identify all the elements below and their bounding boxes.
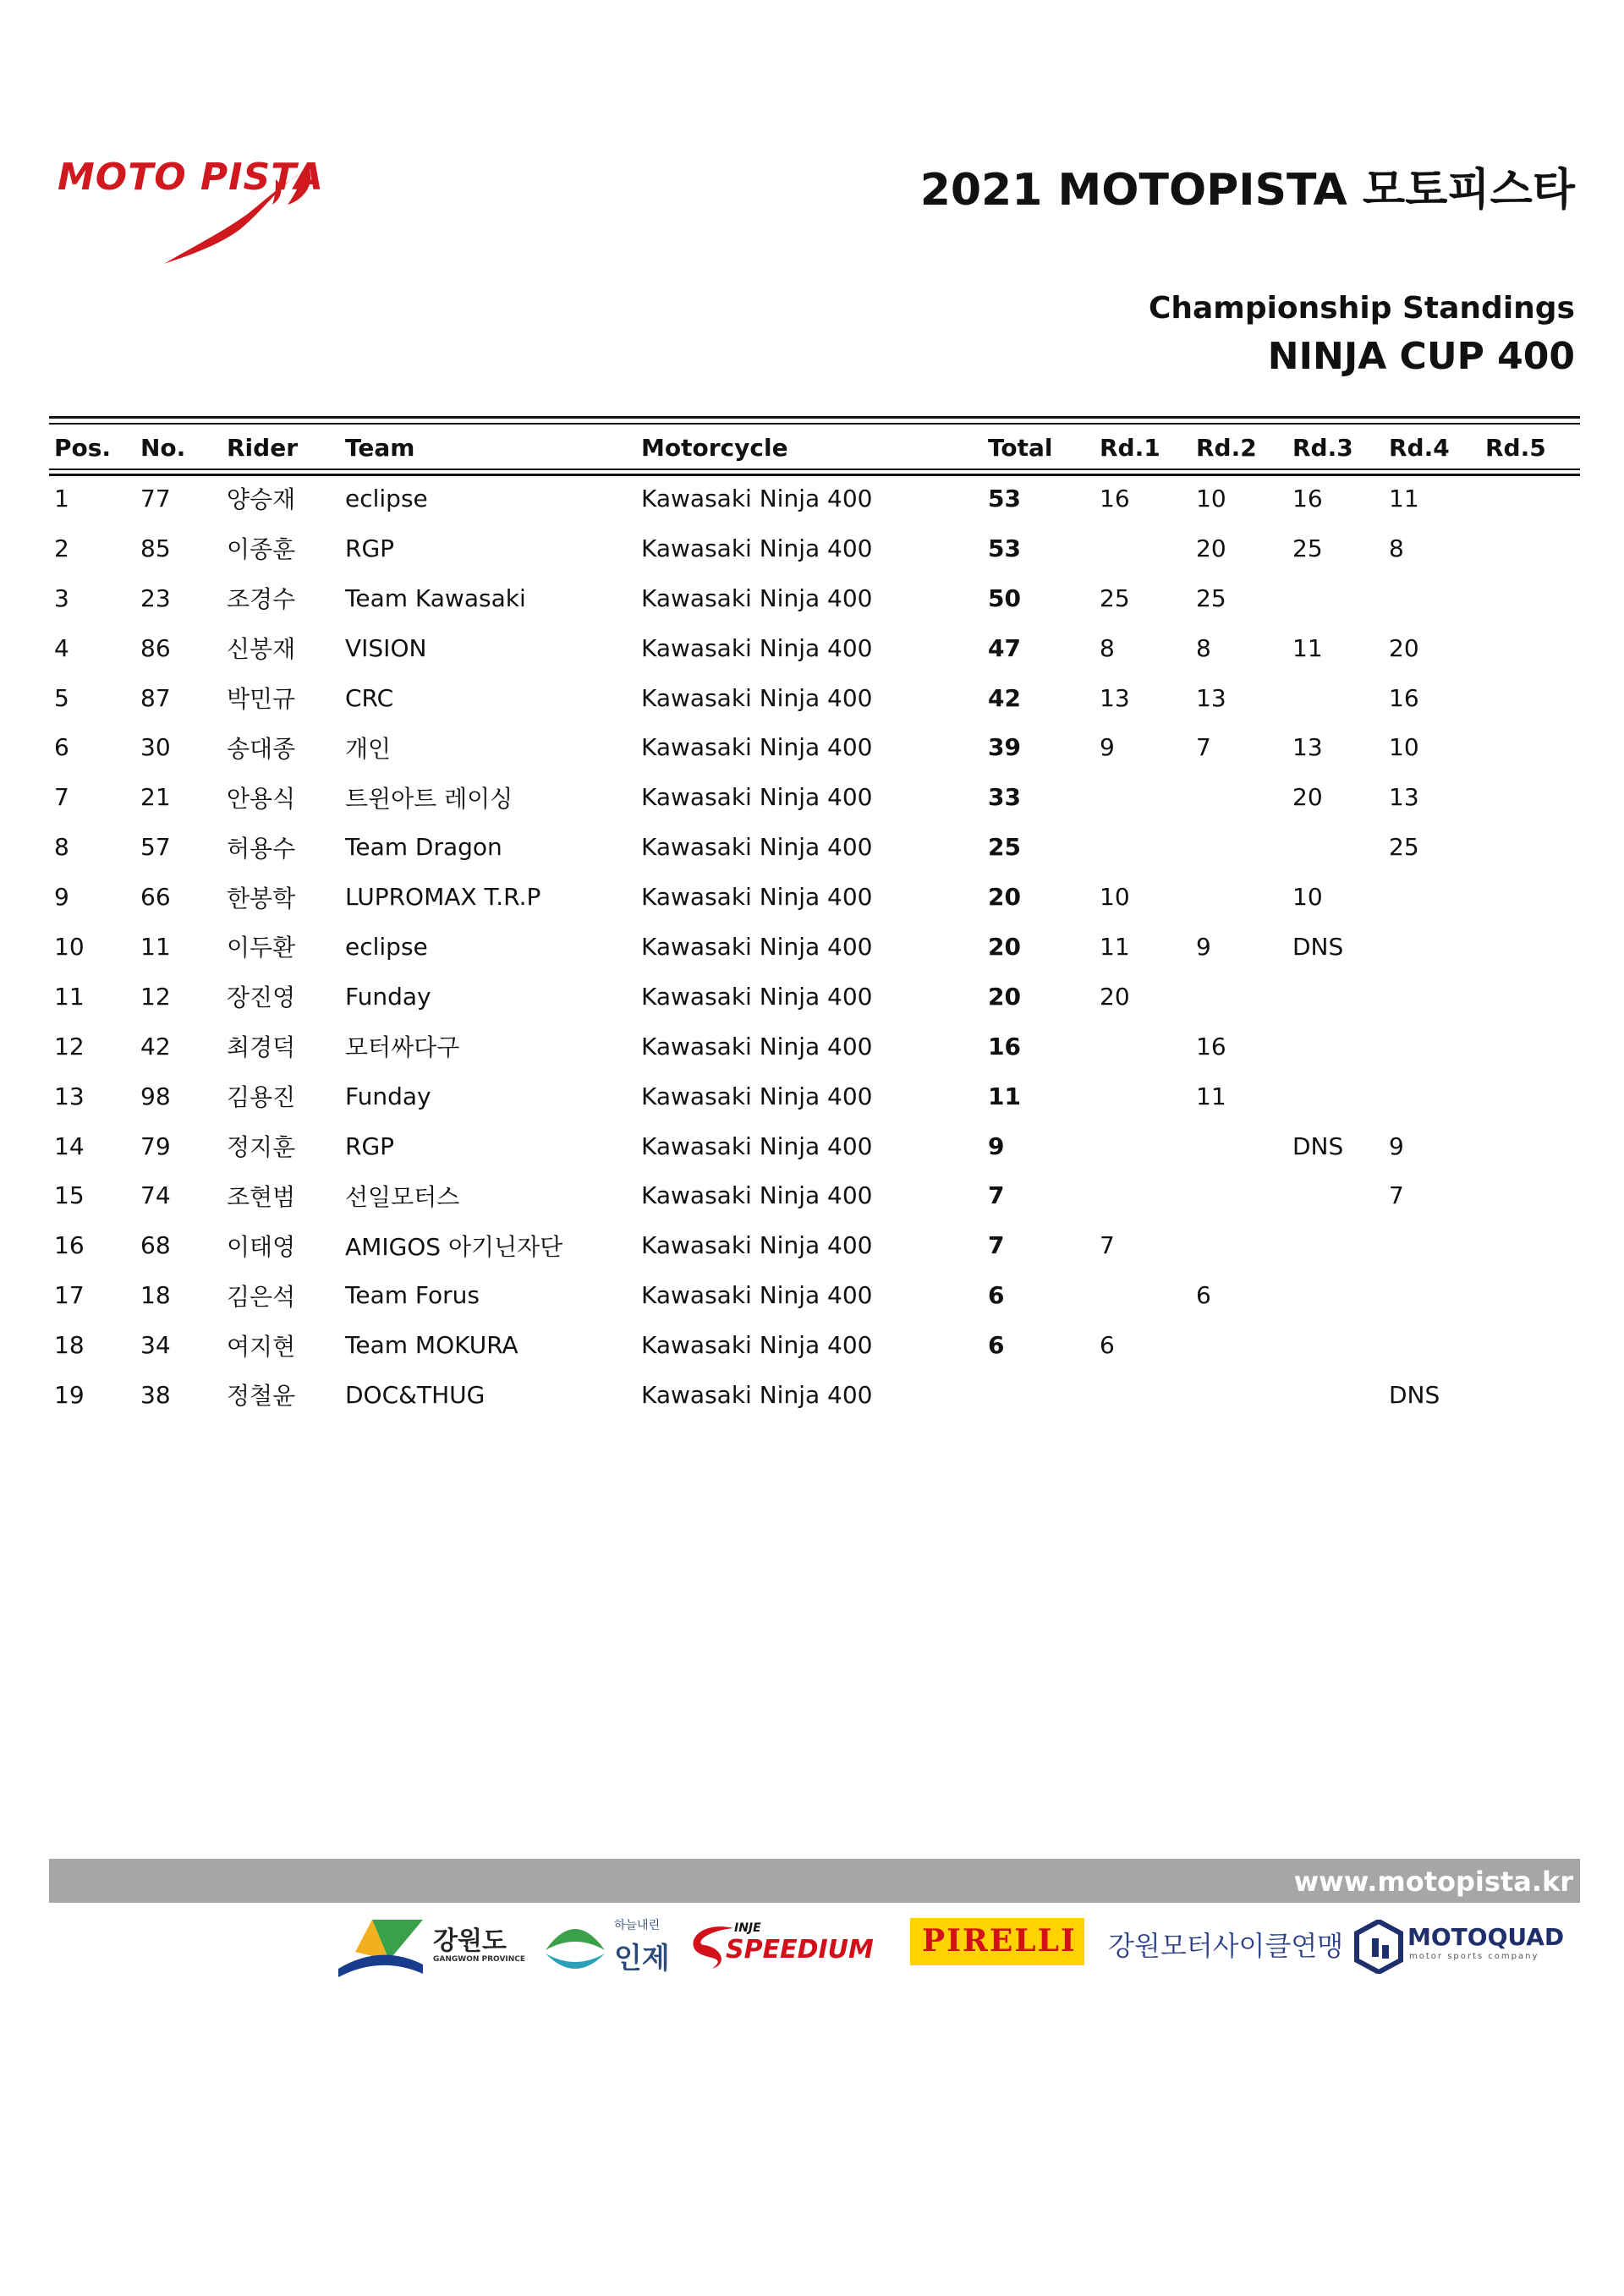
table-cell: Team Forus [345,1281,480,1310]
table-cell: 7 [54,783,69,812]
table-row [49,1320,1580,1370]
table-cell [1191,1220,1287,1270]
table-cell: Kawasaki Ninja 400 [641,1231,873,1260]
table-cell: 7 [1196,733,1211,762]
table-row [49,822,1580,872]
table-cell: 13 [1196,683,1226,712]
table-cell [1480,523,1580,573]
table-cell: 선일모터스 [345,1182,460,1211]
table-cell: 16 [54,1231,85,1260]
table-cell: 이태영 [227,1232,296,1261]
table-cell: 18 [54,1331,85,1360]
table-cell: 3 [54,584,69,612]
column-header: Rider [227,433,298,462]
table-cell: Kawasaki Ninja 400 [641,733,873,762]
motoquad-text: MOTOQUAD [1407,1923,1565,1951]
speedium-text: SPEEDIUM [726,1935,874,1964]
table-cell [1480,972,1580,1022]
table-cell: 13 [1292,733,1323,762]
table-cell [1095,1170,1191,1220]
column-header: Pos. [54,433,112,462]
table-cell: 25 [1100,584,1130,612]
table-cell: 7 [988,1181,1005,1210]
table-cell: 20 [988,932,1021,961]
table-cell: 5 [54,683,69,712]
table-cell: 한봉학 [227,884,296,912]
table-cell: 9 [1389,1132,1404,1160]
table-cell: 20 [1100,982,1130,1011]
table-cell: 38 [140,1380,171,1409]
table-cell: 정지훈 [227,1133,296,1162]
table-cell: VISION [345,633,427,662]
table-cell: Kawasaki Ninja 400 [641,883,873,912]
table-cell [1384,1320,1480,1370]
table-cell: 10 [1100,883,1130,912]
column-header: Rd.4 [1389,433,1450,462]
table-cell: 85 [140,534,171,562]
column-header: Rd.1 [1100,433,1160,462]
table-cell: 47 [988,633,1021,662]
speedium-small-text: INJE [734,1921,761,1935]
table-cell: 19 [54,1380,85,1409]
table-cell [1287,1220,1384,1270]
table-cell: CRC [345,683,394,712]
table-cell: 18 [140,1281,171,1310]
column-header: Rd.3 [1292,433,1353,462]
table-cell: 86 [140,633,171,662]
table-cell: 53 [988,534,1021,562]
table-cell: Team MOKURA [345,1331,518,1360]
table-row [49,1270,1580,1320]
table-cell: 16 [1292,484,1323,512]
table-header-row [49,421,1580,474]
table-cell: 53 [988,484,1021,512]
table-cell [1095,1370,1191,1420]
table-cell: 17 [54,1281,85,1310]
table-cell [1287,1022,1384,1071]
table-cell: 최경덕 [227,1033,296,1062]
table-cell: 14 [54,1132,85,1160]
motopista-logo [54,149,324,267]
table-cell: DNS [1389,1380,1440,1409]
table-cell: 12 [54,1032,85,1060]
table-row [49,573,1580,623]
logo-text: MOTO PISTA [58,156,324,199]
table-cell: 6 [988,1331,1005,1360]
table-cell [1384,972,1480,1022]
table-cell: 25 [988,833,1021,862]
column-header: Team [345,433,415,462]
table-cell: 2 [54,534,69,562]
table-cell: 39 [988,733,1021,762]
table-cell: Kawasaki Ninja 400 [641,932,873,961]
table-cell: Kawasaki Ninja 400 [641,683,873,712]
table-cell: Team Dragon [345,833,502,862]
sponsor-logos [338,1913,1573,1981]
table-cell [1095,523,1191,573]
table-cell: 13 [1389,783,1419,812]
gangwon-logo [338,1913,526,1981]
table-cell: DNS [1292,932,1344,961]
table-cell [1287,1370,1384,1420]
table-cell [1384,1071,1480,1121]
table-cell: 10 [54,932,85,961]
table-cell: 7 [1389,1181,1404,1210]
table-cell: 송대종 [227,734,296,763]
table-body [49,474,1580,1420]
table-cell [1480,722,1580,772]
table-cell [1480,474,1580,523]
table-cell: 11 [140,932,171,961]
table-cell: Kawasaki Ninja 400 [641,982,873,1011]
table-cell: Kawasaki Ninja 400 [641,1082,873,1110]
table-row [49,1071,1580,1121]
table-cell: 15 [54,1181,85,1210]
gangwon-emblem-icon [338,1918,431,1977]
table-cell: LUPROMAX T.R.P [345,883,541,912]
motoquad-sub-text: motor sports company [1409,1952,1539,1961]
inje-small-text: 하늘내린 [614,1919,661,1932]
table-cell: AMIGOS 아기닌자단 [345,1232,563,1261]
column-header: No. [140,433,186,462]
table-cell: 57 [140,833,171,862]
table-row [49,673,1580,723]
table-cell: 16 [988,1032,1021,1060]
table-cell [1480,1270,1580,1320]
speedium-logo [687,1913,890,1981]
table-cell: 조현범 [227,1182,296,1211]
standings-table [49,421,1580,1420]
table-cell [1191,872,1287,922]
inje-emblem-icon [541,1916,609,1975]
table-cell: 42 [140,1032,171,1060]
table-cell [1384,1022,1480,1071]
table-cell: 33 [988,783,1021,812]
table-cell [1384,1220,1480,1270]
table-cell [1384,872,1480,922]
table-cell: Kawasaki Ninja 400 [641,1032,873,1060]
table-cell: 개인 [345,734,392,763]
table-cell: 34 [140,1331,171,1360]
table-cell: eclipse [345,484,428,512]
cup-title: NINJA CUP 400 [1267,335,1575,378]
table-cell: 20 [988,883,1021,912]
header-rule-top [49,416,1580,419]
table-cell: Kawasaki Ninja 400 [641,1380,873,1409]
table-cell: 10 [1389,733,1419,762]
table-cell: 12 [140,982,171,1011]
table-cell: 30 [140,733,171,762]
federation-text: 강원모터사이클연맹 [1108,1930,1344,1962]
table-cell: DOC&THUG [345,1380,486,1409]
table-cell: 79 [140,1132,171,1160]
table-cell: 8 [1389,534,1404,562]
table-cell [1480,623,1580,673]
table-cell: 11 [1100,932,1130,961]
table-cell: 이두환 [227,934,296,962]
table-cell: 8 [1196,633,1211,662]
table-cell: 50 [988,584,1021,612]
table-cell: Team Kawasaki [345,584,526,612]
table-cell: Funday [345,982,431,1011]
standings-subtitle: Championship Standings [1148,291,1575,326]
table-cell [1480,772,1580,822]
table-cell: 42 [988,683,1021,712]
table-cell: 20 [988,982,1021,1011]
table-cell [1191,1170,1287,1220]
table-cell [1095,1022,1191,1071]
table-row [49,872,1580,922]
table-cell [1384,922,1480,972]
table-cell: 20 [1292,783,1323,812]
table-cell: 11 [1196,1082,1226,1110]
table-cell [1095,822,1191,872]
table-cell: 74 [140,1181,171,1210]
column-header: Motorcycle [641,433,788,462]
table-cell: 허용수 [227,834,296,863]
table-cell: 장진영 [227,984,296,1012]
table-row [49,1121,1580,1171]
table-cell [1191,772,1287,822]
table-cell [1480,1022,1580,1071]
table-row [49,1022,1580,1071]
table-cell: 4 [54,633,69,662]
table-cell [1191,1320,1287,1370]
federation-logo [1108,1913,1344,1981]
table-row [49,623,1580,673]
table-cell [1480,922,1580,972]
table-cell: 김은석 [227,1282,296,1311]
motoquad-emblem-icon [1353,1920,1404,1974]
table-cell: 6 [988,1281,1005,1310]
table-cell [1095,1121,1191,1171]
table-cell [1287,1071,1384,1121]
footer-bar [49,1859,1580,1903]
gangwon-text: 강원도 [433,1926,507,1956]
page-title: 2021 MOTOPISTA 모토피스타 [919,165,1575,216]
inje-logo [541,1913,677,1981]
table-cell: Kawasaki Ninja 400 [641,833,873,862]
table-cell: 김용진 [227,1083,296,1112]
table-cell: Funday [345,1082,431,1110]
table-cell: Kawasaki Ninja 400 [641,783,873,812]
table-cell: 68 [140,1231,171,1260]
table-cell: 16 [1100,484,1130,512]
table-cell [1480,872,1580,922]
table-cell: Kawasaki Ninja 400 [641,1181,873,1210]
table-cell [1287,822,1384,872]
table-cell [1480,673,1580,723]
table-row [49,772,1580,822]
table-cell [1287,1270,1384,1320]
column-header: Rd.5 [1485,433,1546,462]
table-cell: 9 [1100,733,1115,762]
table-cell: 여지현 [227,1332,296,1361]
table-cell [1287,1170,1384,1220]
table-cell [1480,1220,1580,1270]
table-cell [1095,1071,1191,1121]
table-cell: DNS [1292,1132,1344,1160]
website-url[interactable]: www.motopista.kr [1293,1866,1573,1898]
table-cell: 6 [54,733,69,762]
column-header: Rd.2 [1196,433,1257,462]
table-cell [1095,772,1191,822]
table-cell: 13 [1100,683,1130,712]
table-row [49,1370,1580,1420]
table-cell [1191,1121,1287,1171]
table-cell: 신봉재 [227,635,296,664]
table-row [49,972,1580,1022]
table-cell: Kawasaki Ninja 400 [641,584,873,612]
table-cell: 9 [54,883,69,912]
table-cell: 조경수 [227,585,296,614]
table-cell: 23 [140,584,171,612]
table-cell: RGP [345,1132,395,1160]
table-cell [1480,1320,1580,1370]
table-cell: 21 [140,783,171,812]
motoquad-logo [1353,1913,1573,1981]
gangwon-sub-text: GANGWON PROVINCE [433,1955,526,1964]
table-row [49,722,1580,772]
table-cell [1480,1121,1580,1171]
inje-text: 인제 [614,1942,670,1975]
table-cell: 8 [54,833,69,862]
pirelli-logo [910,1918,1084,1965]
table-cell [1480,1370,1580,1420]
table-cell [1191,822,1287,872]
table-row [49,922,1580,972]
table-cell: Kawasaki Ninja 400 [641,633,873,662]
table-cell: 정철윤 [227,1382,296,1411]
table-cell [1287,673,1384,723]
table-cell: 트윈아트 레이싱 [345,784,513,813]
table-cell: 20 [1389,633,1419,662]
table-cell: 16 [1389,683,1419,712]
table-cell: 8 [1100,633,1115,662]
table-cell: 7 [1100,1231,1115,1260]
table-cell: 6 [1196,1281,1211,1310]
table-cell: 66 [140,883,171,912]
table-cell [983,1370,1095,1420]
table-row [49,1220,1580,1270]
table-row [49,523,1580,573]
table-cell: 16 [1196,1032,1226,1060]
table-cell [1287,573,1384,623]
table-cell: 안용식 [227,784,296,813]
table-cell: 9 [1196,932,1211,961]
table-cell [1191,1370,1287,1420]
table-cell: 박민규 [227,685,296,713]
table-cell: 모터싸다구 [345,1033,460,1062]
table-cell: 13 [54,1082,85,1110]
table-cell: 98 [140,1082,171,1110]
table-cell: 이종훈 [227,535,296,564]
table-cell: Kawasaki Ninja 400 [641,1331,873,1360]
table-cell [1191,972,1287,1022]
table-cell: RGP [345,534,395,562]
table-cell: 87 [140,683,171,712]
table-cell [1480,1170,1580,1220]
table-cell: 25 [1389,833,1419,862]
table-cell: 11 [1389,484,1419,512]
table-cell: 20 [1196,534,1226,562]
table-cell: 10 [1292,883,1323,912]
table-cell: 10 [1196,484,1226,512]
table-cell: Kawasaki Ninja 400 [641,1132,873,1160]
table-cell: 25 [1196,584,1226,612]
pirelli-text: PIRELLI [922,1923,1077,1959]
table-cell [1384,1270,1480,1320]
table-cell: 6 [1100,1331,1115,1360]
table-cell: 25 [1292,534,1323,562]
table-cell [1384,573,1480,623]
table-cell: 77 [140,484,171,512]
table-cell [1480,573,1580,623]
table-cell: Kawasaki Ninja 400 [641,534,873,562]
table-cell [1287,1320,1384,1370]
table-cell [1480,822,1580,872]
table-cell [1287,972,1384,1022]
table-cell: eclipse [345,932,428,961]
table-cell: 11 [988,1082,1021,1110]
table-row [49,1170,1580,1220]
table-cell [1480,1071,1580,1121]
table-cell [1095,1270,1191,1320]
table-cell: 양승재 [227,485,296,514]
table-cell: 11 [54,982,85,1011]
column-header: Total [988,433,1053,462]
table-cell: Kawasaki Ninja 400 [641,484,873,512]
table-cell: 1 [54,484,69,512]
table-cell: 7 [988,1231,1005,1260]
table-cell: Kawasaki Ninja 400 [641,1281,873,1310]
table-cell: 9 [988,1132,1005,1160]
table-cell: 11 [1292,633,1323,662]
table-row [49,474,1580,523]
